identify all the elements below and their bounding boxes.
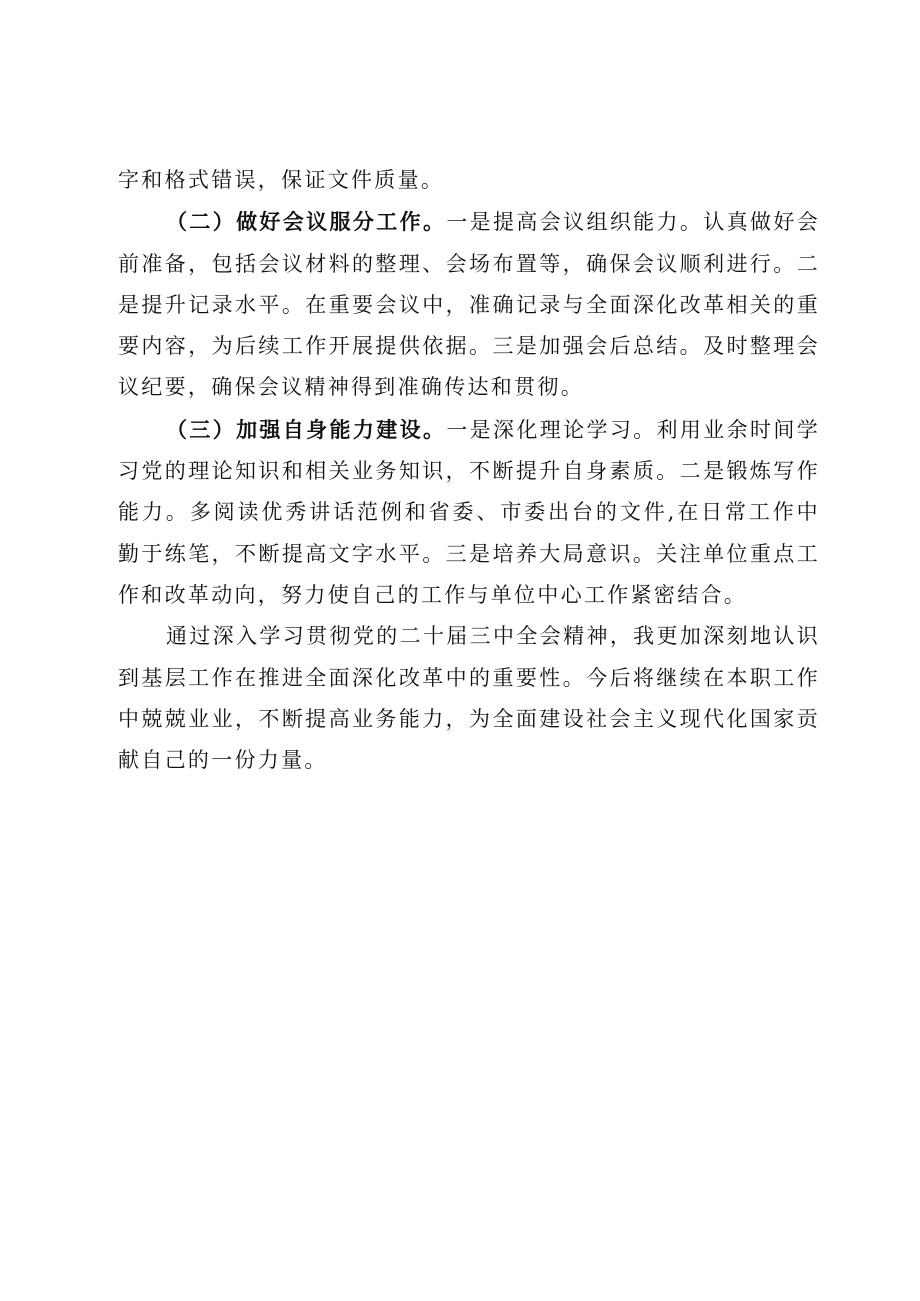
paragraph-text: 一是深化理论学习。利用业余时间学习党的理论知识和相关业务知识，不断提升自身素质。二是锻炼写作能力。多阅读优秀讲话范例和省委、市委出台的文件,在日常工作中勤于练笔，不断提高文字水平。三是培养大局意识。关注单位重点工作和改革动向，努力使自己的工作与单位中心工作紧密结合。 [118,417,820,607]
paragraph-meeting-service [118,201,820,408]
paragraph-conclusion [118,616,820,781]
document-page [118,160,820,781]
section-heading-3: （三）加强自身能力建设。 [166,416,447,442]
paragraph-text: 字和格式错误，保证文件质量。 [118,168,445,192]
paragraph-text: 一是提高会议组织能力。认真做好会前准备，包括会议材料的整理、会场布置等，确保会议顺利进行。二是提升记录水平。在重要会议中，准确记录与全面深化改革相关的重要内容，为后续工作开展提供依据。三是加强会后总结。及时整理会议纪要，确保会议精神得到准确传达和贯彻。 [118,210,820,400]
paragraph-self-improvement [118,409,820,616]
paragraph-text: 通过深入学习贯彻党的二十届三中全会精神，我更加深刻地认识到基层工作在推进全面深化改革中的重要性。今后将继续在本职工作中兢兢业业，不断提高业务能力，为全面建设社会主义现代化国家贡献自己的一份力量。 [118,624,820,773]
paragraph-continuation [118,160,820,201]
section-heading-2: （二）做好会议服分工作。 [166,209,447,235]
